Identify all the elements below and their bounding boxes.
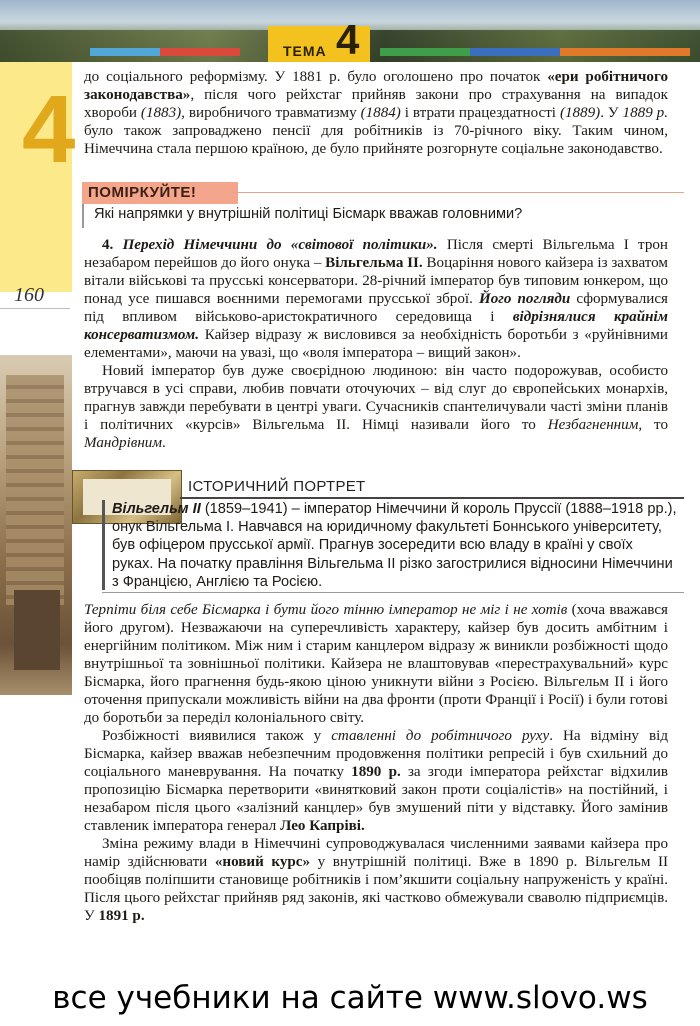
section-4 [84, 236, 668, 452]
text-run: Після смерті Вільгельма I трон незабаром перейшов до його онука – [84, 237, 669, 271]
topic-label: ТЕМА [283, 43, 327, 59]
body-paragraph-4 [84, 727, 668, 835]
text-run: . [162, 435, 166, 451]
text-run: Воцаріння нового кайзера із захватом вітали військові та прусські консерватори. 28-річний імператор був типовим юнкером, що понад усе пишався воєнними перемогами прусської зброї. [84, 255, 668, 307]
text-run: (1884) [360, 105, 401, 121]
text-run: Терпіти біля себе Бісмарка і бути його тінню імператор не міг і не хотів [84, 602, 568, 618]
body-paragraph-5 [84, 835, 668, 925]
text-run: ставленні до робітничого руху [331, 728, 550, 744]
text-run: (1889) [559, 105, 601, 121]
banner-stripe [470, 48, 560, 56]
text-run: Вільгельма II. [325, 255, 423, 271]
chapter-number: 4 [22, 76, 76, 183]
text-run: Кайзер відразу ж висловився за необхідність боротьби з «руйнівними елементами», маючи на увазі, що «воля імператора – вищий закон». [84, 327, 668, 361]
banner-stripe [380, 48, 470, 56]
divider [102, 592, 684, 593]
section-4-paragraph-2 [84, 362, 668, 452]
divider [102, 500, 105, 590]
divider [232, 192, 684, 193]
intro-paragraph [84, 68, 668, 158]
building-image [6, 375, 64, 605]
portrait-title: ІСТОРИЧНИЙ ПОРТРЕТ [188, 478, 366, 495]
text-run: Перехід Німеччини до «світової політики». [122, 237, 438, 253]
text-run: 1890 р. [351, 764, 401, 780]
text-run: і втрати працездатності [400, 105, 560, 121]
text-run: , виробничого травматизму [181, 105, 361, 121]
text-run: Його погляди [478, 291, 571, 307]
text-run: у внутрішній політиці. Вже в 1890 р. Вільгельм II пообіцяв поліпшити становище робітників і пом’якшити соціальну напруженість у країні. Після цього рейхстаг прийняв ряд законів, які частково обмежували сваволю підприємців. У [84, 854, 669, 924]
text-run: (1883) [140, 105, 182, 121]
text-run: Мандрівним [84, 435, 162, 451]
body-paragraph-3 [84, 601, 668, 727]
divider [0, 308, 70, 309]
site-footer: все учебники на сайте www.slovo.ws [52, 980, 648, 1016]
portrait-text [112, 500, 678, 591]
think-box-question: Які напрямки у внутрішній політиці Бісмарк вважав головними? [94, 206, 523, 222]
text-run: «ери робітничого законодавства» [84, 69, 669, 103]
text-run: . У [600, 105, 623, 121]
text-run: «новий курс» [214, 854, 311, 870]
topic-number: 4 [336, 16, 360, 63]
text-run: , після чого рейхстаг прийняв закони про страхування на випадок хвороби [84, 87, 668, 121]
tram-image [14, 590, 60, 670]
city-street-photo [0, 355, 72, 695]
text-run: (хоча вважався його другом). Незважаючи на суперечливість характеру, кайзер був досить амбітним і енергійним політиком. Між ним і старим канцлером відразу ж виникли розбіжності щодо внутрішньої та зовнішньої політики. Кайзера не влаштовував «перестрахувальний» курс Бісмарка, його прагнення будь-якою ціною уникнути війни з Росією. Вільгельм II і його оточення припускали можливість війни на два фронти (проти Франції і Росії) і були готові до боротьби за переділ колоніального світу. [84, 602, 668, 726]
text-run: відрізнялися крайнім консерватизмом. [84, 309, 668, 343]
banner-stripe [560, 48, 690, 56]
text-run: Розбіжності виявилися також у [102, 728, 332, 744]
text-run: 1889 р. [622, 105, 668, 121]
text-run: до соціального реформізму. У 1881 р. було оголошено про початок [84, 69, 548, 85]
text-run: Зміна режиму влади в Німеччині супроводжувалася численними заявами кайзера про намір здійснювати [84, 836, 668, 870]
intro-text [84, 68, 668, 158]
text-run: 1891 р. [98, 908, 145, 924]
text-run: за згоди імператора рейхстаг відхилив пропозицію Бісмарка перетворити «винятковий закон проти соціалістів» на постійний, і незабаром після цього «залізний канцлер» був змушений піти у відставку. Його замінив ставленик імператора генерал [84, 764, 668, 834]
text-run: , то [638, 417, 668, 433]
text-run: сформувалися під впливом військово-аристократичного середовища і [84, 291, 668, 325]
text-run: Новий імператор був дуже своєрідною людиною: він часто подорожував, особисто втручався в усі справи, любив повчати оточуючих – від слуг до європейських монархів, прагнув завжди перебувати в центрі уваги. Сучасників спантеличували часті зміни планів і політичних «курсів» Вільгельма II. Німці називали його то [84, 363, 668, 433]
text-run: Лео Капріві. [280, 818, 365, 834]
banner-stripe [160, 48, 240, 56]
text-run: . На відміну від Бісмарка, кайзер вважав небезпечним продовження політики репресій і був схильний до соціального маневрування. На початку [84, 728, 669, 780]
body-text [84, 601, 668, 925]
section-4-paragraph-1 [84, 236, 668, 362]
text-run: було також запроваджено пенсії для робітників із 70-річного віку. Таким чином, Німеччина стала першою країною, де було прийняте розгорнуте соціальне законодавство. [84, 123, 668, 157]
text-run: (1859–1941) – імператор Німеччини й король Пруссії (1888–1918 рр.), онук Вільгельма І. Навчався на юридичному факультеті Боннського університету, був офіцером прусської армії. Прагнув зосередити всю владу в країні у своїх руках. На початку правління Вільгельма ІІ різко загострилися відносини Німеччини з Францією, Англією та Росією. [112, 501, 677, 590]
think-box-title: ПОМІРКУЙТЕ! [82, 182, 238, 204]
text-run: 4. [102, 237, 123, 253]
page-number: 160 [14, 284, 44, 306]
banner-stripe [90, 48, 160, 56]
divider [82, 204, 84, 228]
text-run: Незбагненним [547, 417, 639, 433]
text-run: Вільгельм II [112, 501, 201, 517]
divider [180, 497, 684, 499]
